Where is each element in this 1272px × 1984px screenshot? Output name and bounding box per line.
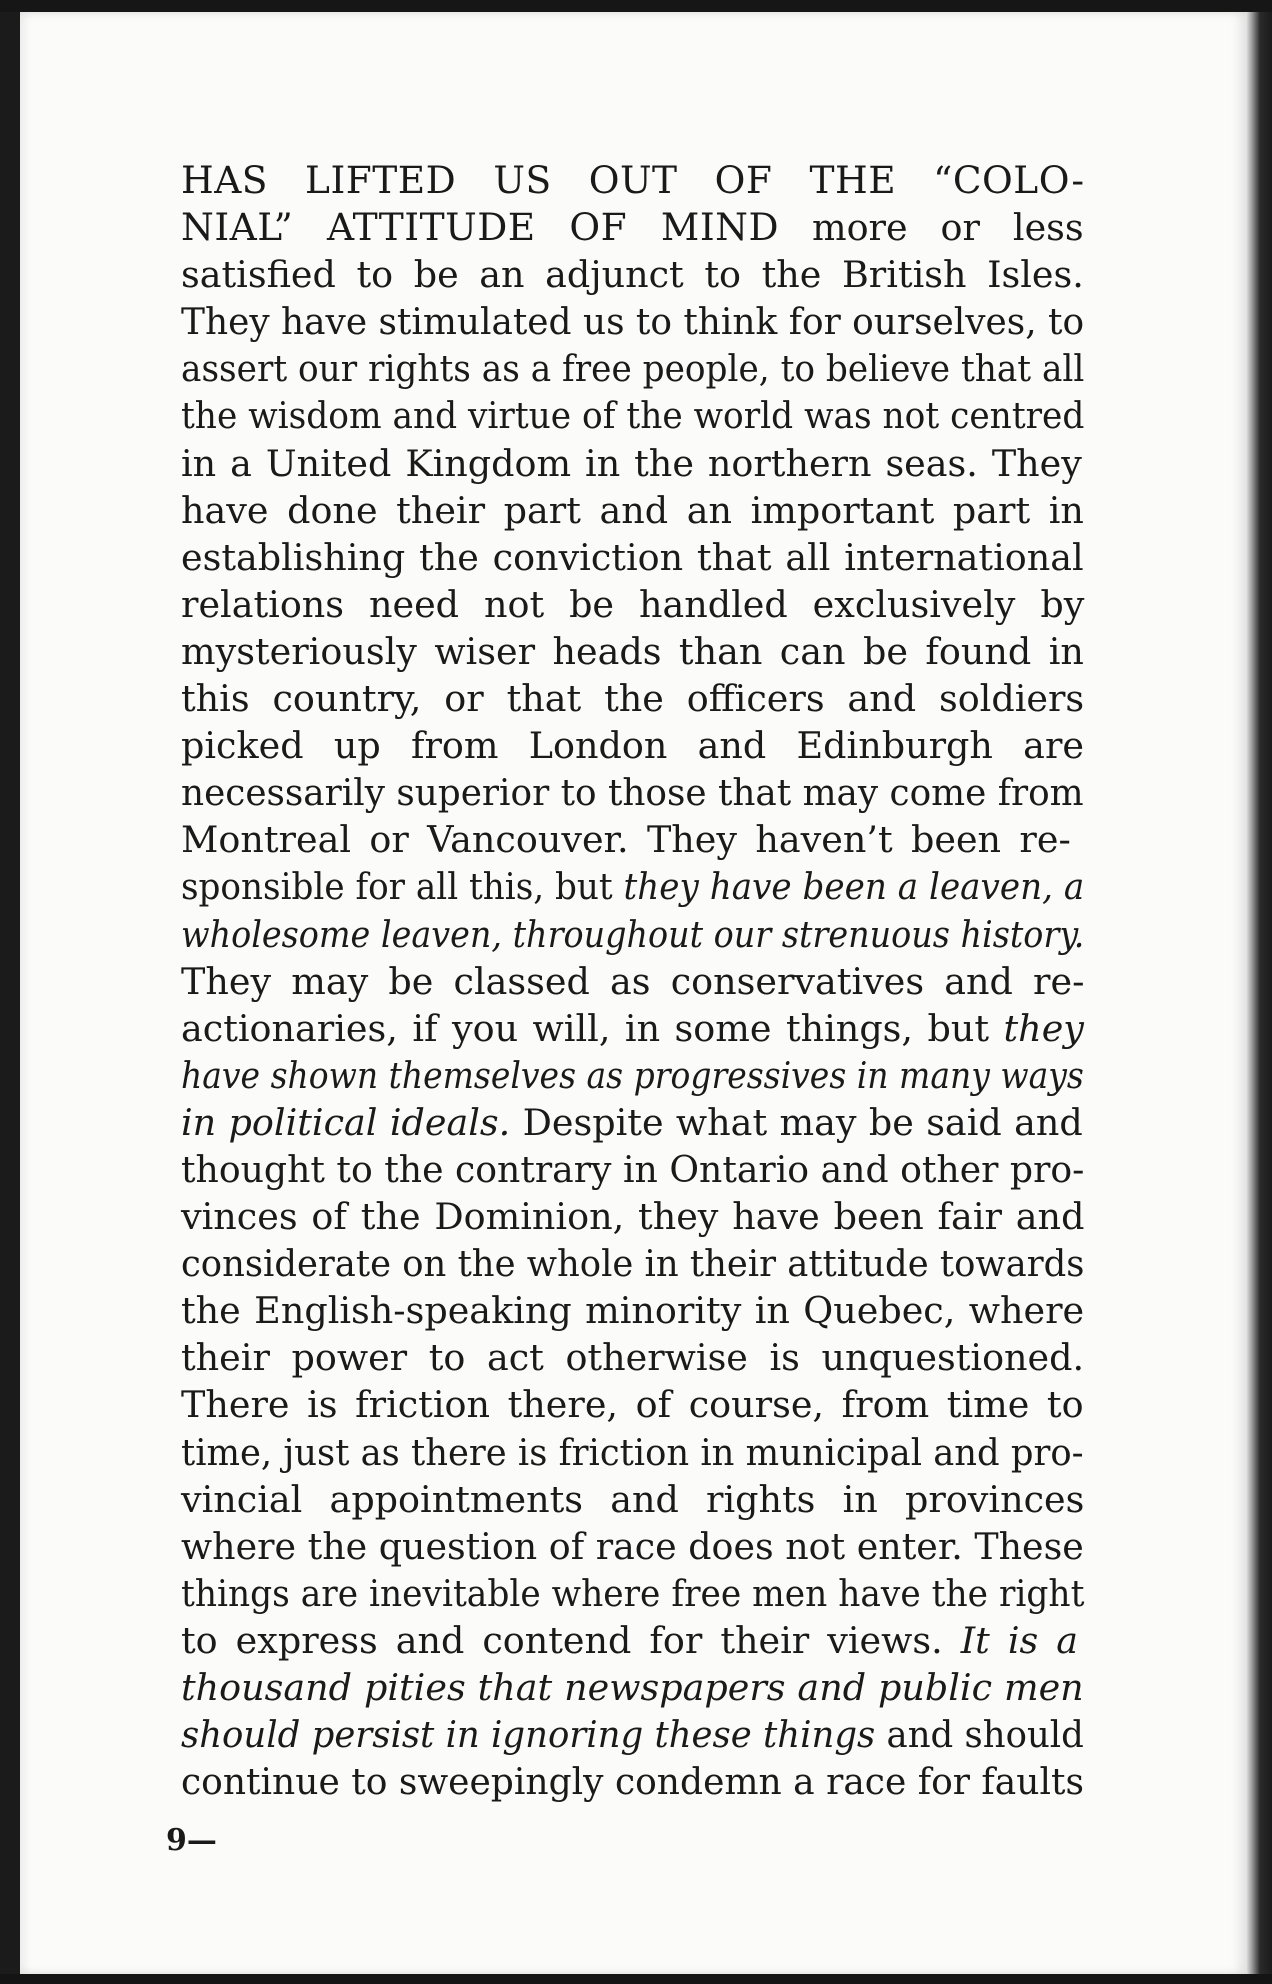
text-line [181, 1476, 1084, 1523]
text-segment: have done their part and an important part in [181, 488, 1084, 532]
text-line [181, 1523, 1084, 1570]
text-line [181, 1005, 1084, 1052]
text-line [181, 722, 1084, 769]
text-segment: and should [875, 1713, 1084, 1757]
page-number: 9— [166, 1823, 217, 1858]
text-line [181, 1240, 1085, 1287]
text-line [181, 1052, 1084, 1099]
text-segment: considerate on the whole in their attitude towards [181, 1242, 1085, 1286]
text-segment: the wisdom and virtue of the world was not centred [181, 394, 1085, 438]
text-line [181, 1617, 1084, 1664]
text-segment: They have stimulated us to think for ourselves, to [181, 300, 1085, 344]
text-line [181, 157, 1084, 204]
text-segment: sponsible for all this, but [181, 865, 624, 909]
text-segment: relations need not be handled exclusively by [181, 582, 1085, 626]
text-segment: time, just as there is friction in municipal and pro- [181, 1430, 1084, 1474]
text-line [181, 1334, 1084, 1381]
text-line [181, 1570, 1085, 1617]
text-segment: vinces of the Dominion, they have been fair and [181, 1195, 1085, 1239]
text-line [181, 958, 1084, 1005]
text-segment: the English-speaking minority in Quebec, where [181, 1289, 1085, 1333]
text-segment: There is friction there, of course, from time to [181, 1383, 1084, 1427]
italic-text-segment: in political ideals. [181, 1100, 511, 1144]
text-segment: vincial appointments and rights in provinces [181, 1477, 1085, 1521]
text-segment: continue to sweepingly condemn a race for faults [181, 1760, 1084, 1804]
text-line [181, 392, 1085, 439]
text-line [181, 534, 1084, 581]
text-line [181, 628, 1084, 675]
text-line [181, 1711, 1084, 1758]
text-segment: mysteriously wiser heads than can be found in [181, 629, 1084, 673]
text-line [181, 1758, 1084, 1805]
text-segment: actionaries, if you will, in some things, but [181, 1006, 1004, 1050]
text-segment: picked up from London and Edinburgh are [181, 724, 1084, 768]
text-segment: more or less [779, 206, 1084, 250]
text-line [181, 769, 1084, 816]
text-line [181, 675, 1084, 722]
scan-bottom-border [0, 1974, 1272, 1984]
text-segment: necessarily superior to those that may come from [181, 771, 1084, 815]
text-segment: thought to the contrary in Ontario and other pro- [181, 1147, 1085, 1191]
scan-top-border [0, 0, 1272, 12]
text-segment: establishing the conviction that all international [181, 535, 1084, 579]
text-line [181, 440, 1084, 487]
text-line [181, 345, 1085, 392]
text-segment: in a United Kingdom in the northern seas. They [181, 441, 1082, 485]
text-line [181, 1381, 1084, 1428]
italic-text-segment: thousand pities that newspapers and public men [181, 1666, 1084, 1709]
text-line [181, 1099, 1084, 1146]
text-segment: Despite what may be said and [510, 1100, 1083, 1144]
text-line [181, 1287, 1084, 1334]
text-segment: NIAL” ATTITUDE OF MIND [181, 205, 780, 250]
italic-text-segment: It is a [960, 1618, 1078, 1662]
text-segment: this country, or that the officers and soldiers [181, 677, 1085, 721]
italic-text-segment: have shown themselves as progressives in many ways [181, 1053, 1084, 1097]
text-line [181, 487, 1084, 534]
text-line [181, 863, 1085, 910]
italic-text-segment: they [1003, 1006, 1084, 1050]
text-segment: to express and contend for their views. [181, 1618, 961, 1662]
text-line [181, 251, 1084, 298]
text-line [181, 204, 1084, 251]
text-line [181, 1193, 1084, 1240]
text-segment: satisfied to be an adjunct to the British Isles. [181, 253, 1084, 297]
text-segment: their power to act otherwise is unquestioned. [181, 1336, 1085, 1380]
text-line [181, 911, 1085, 958]
text-line [181, 1664, 1084, 1711]
page-right-edge-shadow [1246, 12, 1272, 1974]
text-segment: HAS LIFTED US OUT OF THE “COLO- [181, 158, 1085, 202]
text-segment: Montreal or Vancouver. They haven’t been re- [181, 818, 1071, 862]
italic-text-segment: should persist in ignoring these things [181, 1713, 876, 1757]
text-line [181, 1429, 1084, 1476]
text-segment: where the question of race does not enter. These [181, 1524, 1084, 1568]
text-line [181, 581, 1084, 628]
text-line [181, 816, 1084, 863]
text-segment: assert our rights as a free people, to believe that all [181, 347, 1085, 391]
text-line [181, 298, 1085, 345]
text-segment: things are inevitable where free men have the right [181, 1571, 1085, 1615]
body-text-block [181, 157, 1084, 1805]
text-segment: They may be classed as conservatives and re- [181, 959, 1085, 1003]
italic-text-segment: wholesome leaven, throughout our strenuous history. [181, 912, 1085, 956]
italic-text-segment: they have been a leaven, a [623, 865, 1085, 909]
text-line [181, 1146, 1085, 1193]
